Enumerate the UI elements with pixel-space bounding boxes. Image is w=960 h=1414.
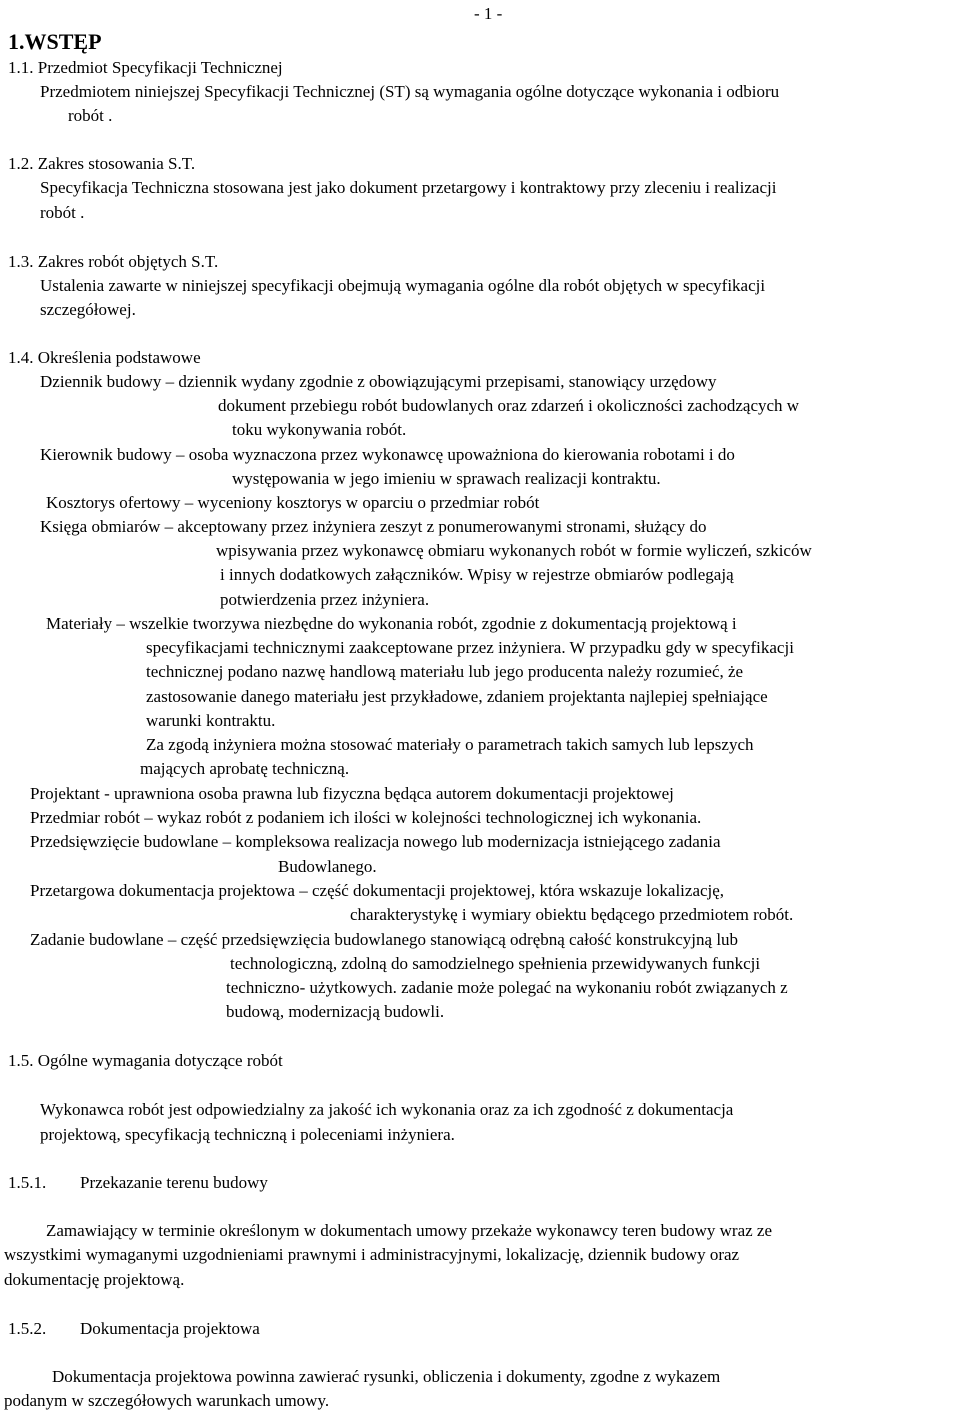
chapter-heading: 1.WSTĘP — [8, 29, 102, 54]
definition-line: mających aprobatę techniczną. — [140, 759, 350, 778]
definition-line: Kierownik budowy – osoba wyznaczona przez wykonawcę upoważniona do kierowania robotami i do — [40, 445, 735, 464]
definition-line: Kosztorys ofertowy – wyceniony kosztorys w oparciu o przedmiar robót — [46, 493, 540, 512]
definition-line: i innych dodatkowych załączników. Wpisy w rejestrze obmiarów podlegają — [220, 565, 734, 584]
paragraph-line: wszystkimi wymaganymi uzgodnieniami prawnymi i administracyjnymi, lokalizację, dziennik budowy oraz — [4, 1245, 740, 1264]
paragraph-line: Zamawiający w terminie określonym w dokumentach umowy przekaże wykonawcy teren budowy wraz ze — [46, 1221, 773, 1240]
subsection-title: Dokumentacja projektowa — [80, 1319, 260, 1338]
paragraph-line: szczegółowej. — [40, 300, 136, 319]
definition-line: potwierdzenia przez inżyniera. — [220, 590, 430, 609]
paragraph-line: Ustalenia zawarte w niniejszej specyfikacji obejmują wymagania ogólne dla robót objętych w specyfikacji — [40, 276, 766, 295]
subsection-number: 1.5.1. — [8, 1173, 47, 1192]
paragraph-line: Specyfikacja Techniczna stosowana jest jako dokument przetargowy i kontraktowy przy zleceniu i realizacji — [40, 178, 777, 197]
paragraph-line: Przedmiotem niniejszej Specyfikacji Technicznej (ST) są wymagania ogólne dotyczące wykonania i odbioru — [40, 82, 780, 101]
definition-line: warunki kontraktu. — [146, 711, 276, 730]
paragraph-line: robót . — [68, 106, 113, 125]
definition-line: Materiały – wszelkie tworzywa niezbędne do wykonania robót, zgodnie z dokumentacją projektową i — [46, 614, 737, 633]
section-title: 1.5. Ogólne wymagania dotyczące robót — [8, 1051, 283, 1070]
paragraph-line: dokumentację projektową. — [4, 1270, 185, 1289]
definition-line: Księga obmiarów – akceptowany przez inżyniera zeszyt z ponumerowanymi stronami, służący do — [40, 517, 707, 536]
section-title: 1.3. Zakres robót objętych S.T. — [8, 252, 219, 271]
subsection-number: 1.5.2. — [8, 1319, 47, 1338]
page-number: - 1 - — [474, 4, 503, 23]
definition-line: Za zgodą inżyniera można stosować materiały o parametrach takich samych lub lepszych — [146, 735, 754, 754]
definition-line: Przedsięwzięcie budowlane – kompleksowa realizacja nowego lub modernizacja istniejącego zadania — [30, 832, 721, 851]
definition-line: wpisywania przez wykonawcę obmiaru wykonanych robót w formie wyliczeń, szkiców — [216, 541, 812, 560]
subsection-title: Przekazanie terenu budowy — [80, 1173, 268, 1192]
section-title: 1.2. Zakres stosowania S.T. — [8, 154, 196, 173]
paragraph-line: Wykonawca robót jest odpowiedzialny za jakość ich wykonania oraz za ich zgodność z dokumentacja — [40, 1100, 734, 1119]
definition-line: Przetargowa dokumentacja projektowa – część dokumentacji projektowej, która wskazuje lokalizację, — [30, 881, 725, 900]
paragraph-line: robót . — [40, 203, 85, 222]
definition-line: technicznej podano nazwę handlową materiału lub jego producenta należy rozumieć, że — [146, 662, 744, 681]
section-title: 1.1. Przedmiot Specyfikacji Technicznej — [8, 58, 283, 77]
definition-line: specyfikacjami technicznymi zaakceptowane przez inżyniera. W przypadku gdy w specyfikacji — [146, 638, 794, 657]
definition-line: techniczno- użytkowych. zadanie może polegać na wykonaniu robót związanych z — [226, 978, 788, 997]
definition-line: charakterystykę i wymiary obiektu będącego przedmiotem robót. — [350, 905, 794, 924]
section-title: 1.4. Określenia podstawowe — [8, 348, 201, 367]
definition-line: występowania w jego imieniu w sprawach realizacji kontraktu. — [232, 469, 661, 488]
paragraph-line: projektową, specyfikacją techniczną i poleceniami inżyniera. — [40, 1125, 455, 1144]
paragraph-line: Dokumentacja projektowa powinna zawierać rysunki, obliczenia i dokumenty, zgodne z wykazem — [52, 1367, 721, 1386]
definition-line: Budowlanego. — [278, 857, 377, 876]
definition-line: Dziennik budowy – dziennik wydany zgodnie z obowiązującymi przepisami, stanowiący urzędowy — [40, 372, 717, 391]
definition-line: Zadanie budowlane – część przedsięwzięcia budowlanego stanowiącą odrębną całość konstrukcyjną lub — [30, 930, 739, 949]
paragraph-line: podanym w szczegółowych warunkach umowy. — [4, 1391, 330, 1410]
definition-line: Projektant - uprawniona osoba prawna lub fizyczna będąca autorem dokumentacji projektowej — [30, 784, 674, 803]
definition-line: technologiczną, zdolną do samodzielnego spełnienia przewidywanych funkcji — [230, 954, 761, 973]
definition-line: Przedmiar robót – wykaz robót z podaniem ich ilości w kolejności technologicznej ich wykonania. — [30, 808, 702, 827]
definition-line: dokument przebiegu robót budowlanych oraz zdarzeń i okoliczności zachodzących w — [218, 396, 800, 415]
definition-line: zastosowanie danego materiału jest przykładowe, zdaniem projektanta najlepiej spełniające — [146, 687, 768, 706]
definition-line: toku wykonywania robót. — [232, 420, 407, 439]
definition-line: budową, modernizacją budowli. — [226, 1002, 445, 1021]
